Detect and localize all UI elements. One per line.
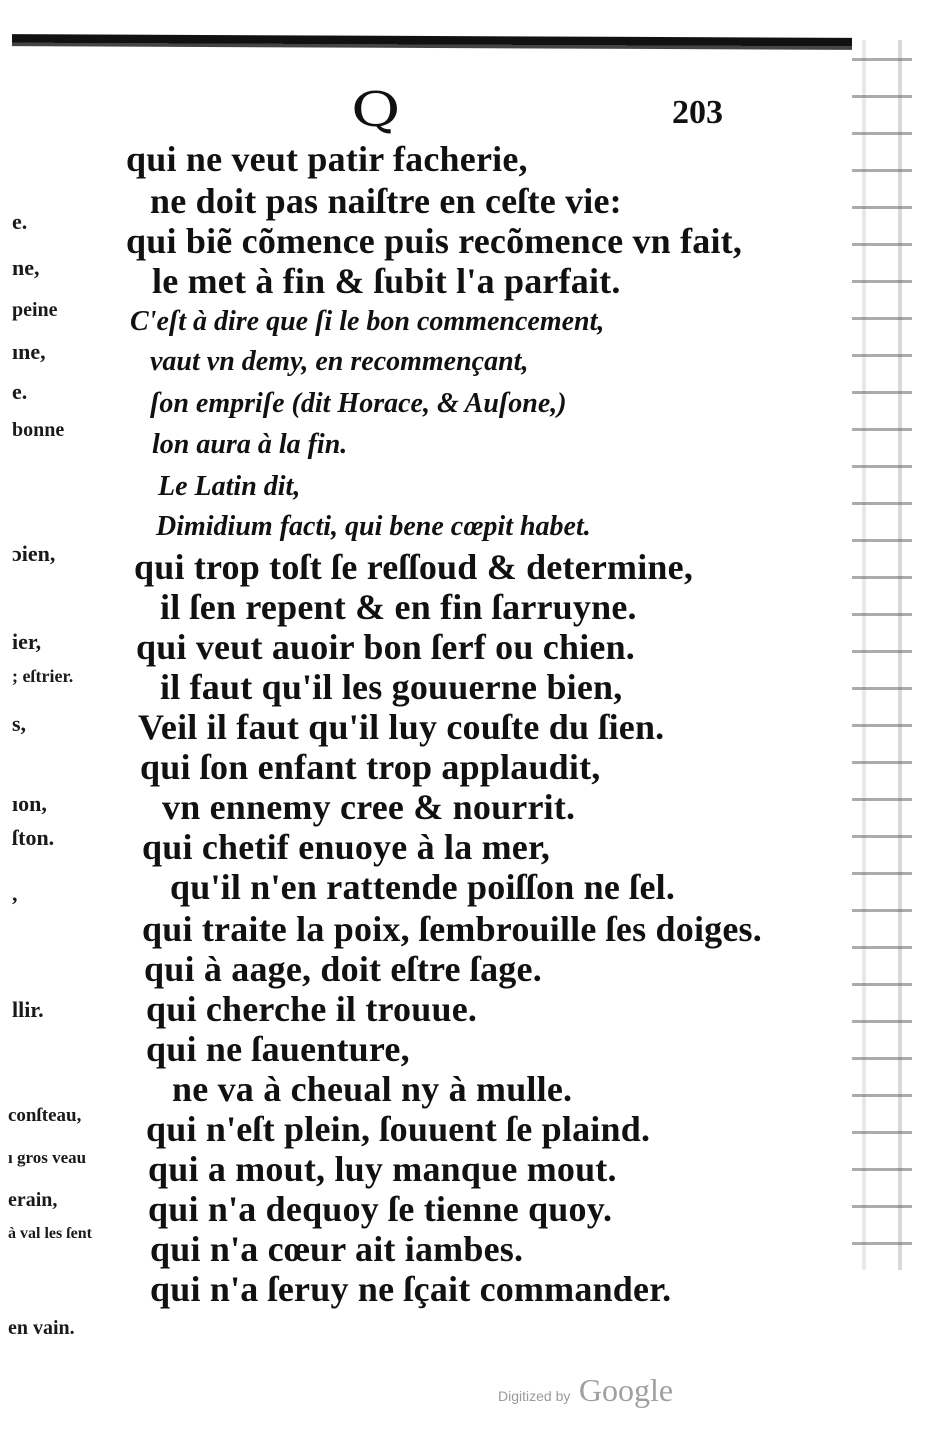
text-line: qui ne veut patir facherie, <box>126 139 528 179</box>
text-line: le met à fin & ſubit l'a parfait. <box>152 261 621 301</box>
text-line: qui biẽ cõmence puis recõmence vn fait, <box>126 221 743 261</box>
text-line: ne va à cheual ny à mulle. <box>172 1069 573 1109</box>
text-line: qui n'a ſeruy ne ſçait commander. <box>150 1269 672 1309</box>
signature-letter: Q <box>351 82 401 138</box>
margin-fragment: ; eſtrier. <box>12 666 74 686</box>
text-line: qui ſon enfant trop applaudit, <box>140 747 601 787</box>
text-line: qui cherche il trouue. <box>146 989 478 1029</box>
text-line: qui chetif enuoye à la mer, <box>142 827 551 867</box>
text-line: il ſen repent & en fin ſarruyne. <box>160 587 637 627</box>
text-line: qui traite la poix, ſembrouille ſes doiges. <box>142 909 762 949</box>
margin-fragment: e. <box>12 209 28 234</box>
margin-fragment: à val les ſent <box>8 1225 92 1242</box>
margin-fragment: ɔien, <box>12 541 56 566</box>
italic-line: C'eſt à dire que ſi le bon commencement, <box>130 306 605 337</box>
text-line: qui a mout, luy manque mout. <box>148 1149 617 1189</box>
page-number: 203 <box>672 94 723 131</box>
margin-fragment: e. <box>12 379 28 404</box>
italic-line: Le Latin dit, <box>158 471 301 502</box>
text-line: vn ennemy cree & nourrit. <box>162 787 576 827</box>
text-line: qu'il n'en rattende poiſſon ne ſel. <box>170 867 676 907</box>
text-line: qui n'eſt plein, ſouuent ſe plaind. <box>146 1109 651 1149</box>
text-line: qui trop toſt ſe reſſoud & determine, <box>134 547 694 587</box>
digitized-by-label: Digitized by <box>498 1388 571 1404</box>
digitization-credit <box>498 1372 673 1409</box>
margin-fragment: ne, <box>12 255 40 280</box>
margin-fragment: s, <box>12 711 27 736</box>
margin-fragment: erain, <box>8 1189 58 1211</box>
margin-fragment: ſton. <box>12 825 55 850</box>
bleed-through-edge <box>852 40 912 1270</box>
margin-fragment: ıon, <box>12 791 47 816</box>
text-line: Veil il faut qu'il luy couſte du ſien. <box>138 707 665 747</box>
margin-fragment: bonne <box>12 419 65 441</box>
page-top-edge <box>12 34 852 50</box>
margin-fragment: conſteau, <box>8 1105 82 1126</box>
margin-fragment: llir. <box>12 997 44 1022</box>
text-line: qui n'a dequoy ſe tienne quoy. <box>148 1189 613 1229</box>
text-line: qui ne ſauenture, <box>146 1029 410 1069</box>
text-line: ne doit pas naiſtre en ceſte vie: <box>150 181 622 221</box>
text-line: qui veut auoir bon ſerf ou chien. <box>136 627 635 667</box>
italic-line: lon aura à la fin. <box>152 429 348 460</box>
italic-line: vaut vn demy, en recommençant, <box>150 346 529 377</box>
italic-line: ſon empriſe (dit Horace, & Auſone,) <box>150 388 567 419</box>
margin-fragment: , <box>12 881 18 906</box>
margin-fragment: ier, <box>12 629 42 654</box>
margin-fragment: ıne, <box>12 339 46 364</box>
margin-fragment: peine <box>12 299 58 321</box>
text-line: qui à aage, doit eſtre ſage. <box>144 949 542 989</box>
text-line: qui n'a cœur ait iambes. <box>150 1229 524 1269</box>
text-line: il faut qu'il les gouuerne bien, <box>160 667 623 707</box>
italic-line: Dimidium facti, qui bene cœpit habet. <box>156 511 591 542</box>
margin-fragment: ı gros veau <box>8 1148 87 1167</box>
margin-fragment: en vain. <box>8 1317 75 1339</box>
google-logo: Google <box>578 1372 674 1408</box>
